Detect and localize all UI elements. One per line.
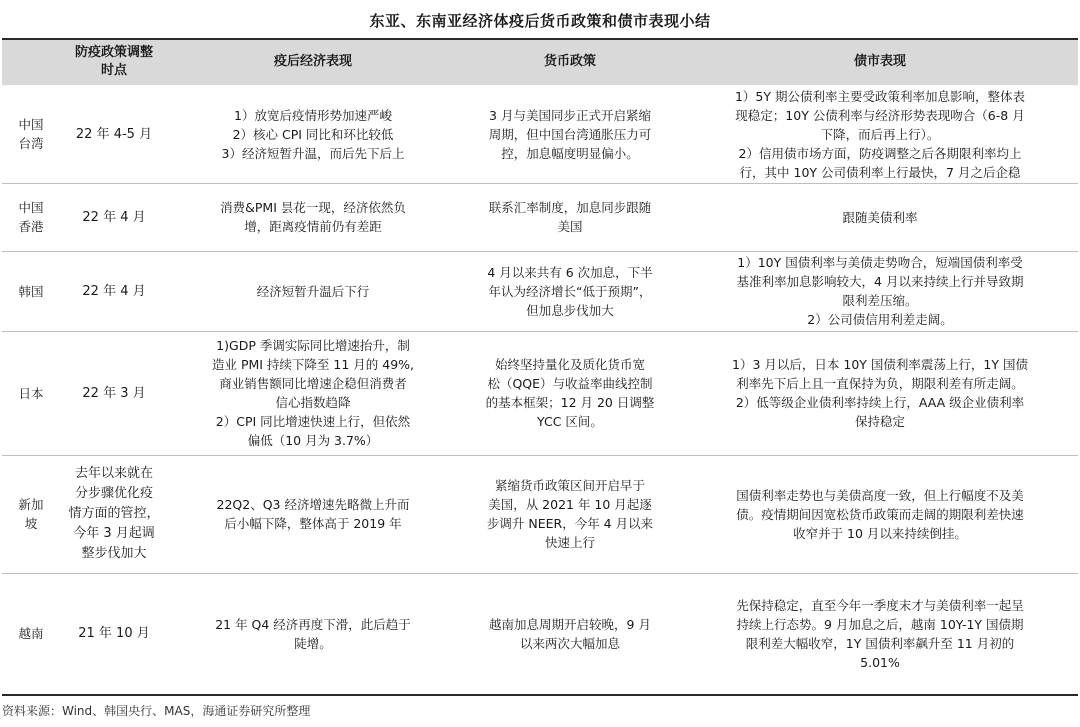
- cell-monetary-lines: [464, 615, 676, 653]
- cell-region-lines: [4, 115, 58, 153]
- cell-economy-line: 2）核心 CPI 同比和环比较低: [232, 126, 394, 142]
- cell-monetary-line: 步调升 NEER，今年 4 月以来: [486, 516, 654, 531]
- cell-adjust-time: [60, 455, 168, 573]
- cell-region: [2, 455, 60, 573]
- cell-economy-line: 后小幅下降，整体高于 2019 年: [224, 516, 402, 531]
- cell-economy: [168, 573, 458, 695]
- table-row: [2, 455, 1078, 573]
- cell-region: [2, 573, 60, 695]
- cell-adjust-time: [60, 85, 168, 183]
- cell-bond-lines: [688, 253, 1072, 329]
- cell-adjust-time: [60, 573, 168, 695]
- cell-bond-lines: [688, 355, 1072, 431]
- cell-bond-line: 保持稳定: [854, 414, 905, 429]
- cell-region-line: 越南: [18, 626, 44, 642]
- cell-economy-lines: [174, 495, 452, 533]
- cell-bond-line: 1）5Y 期公债利率主要受政策利率加息影响，整体表: [734, 88, 1025, 104]
- cell-monetary-line: 年认为经济增长“低于预期”，: [488, 283, 652, 299]
- cell-adjust-time-line: 22 年 4-5 月: [75, 126, 153, 142]
- cell-monetary: [458, 331, 682, 455]
- cell-economy-lines: [174, 282, 452, 301]
- cell-bond-line: 2）信用债市场方面，防疫调整之后各期限利率均上: [738, 145, 1022, 161]
- cell-adjust-time: [60, 251, 168, 331]
- cell-monetary-line: 始终坚持量化及质化货币宽: [494, 357, 645, 372]
- cell-adjust-time-lines: [66, 464, 162, 564]
- summary-table-container: [2, 0, 1078, 696]
- header-adjust-time-line2: 时点: [100, 63, 127, 79]
- cell-economy: [168, 455, 458, 573]
- cell-bond: [682, 251, 1078, 331]
- cell-economy-line: 2）CPI 同比增速快速上行，但依然: [215, 414, 411, 429]
- cell-economy-line: 22Q2、Q3 经济增速先略微上升而: [216, 497, 410, 512]
- cell-economy-line: 商业销售额同比增速企稳但消费者: [219, 376, 407, 391]
- cell-bond: [682, 331, 1078, 455]
- cell-economy: [168, 85, 458, 183]
- cell-bond-line: 5.01%: [860, 654, 900, 670]
- cell-monetary-line: 周期，但中国台湾通胀压力可: [488, 126, 652, 142]
- cell-economy-line: 消费&PMI 昙花一现，经济依然负: [220, 200, 406, 215]
- cell-adjust-time: [60, 331, 168, 455]
- cell-bond-lines: [688, 208, 1072, 227]
- cell-economy-line: 21 年 Q4 经济再度下滑，此后趋于: [215, 616, 411, 632]
- cell-region-lines: [4, 624, 58, 643]
- table-row: [2, 183, 1078, 251]
- cell-bond-lines: [688, 596, 1072, 672]
- header-monetary: 货币政策: [458, 40, 682, 85]
- cell-adjust-time-lines: [66, 384, 162, 403]
- cell-bond-line: 下降，而后再上行）。: [820, 126, 940, 142]
- cell-economy-lines: [174, 615, 452, 653]
- cell-economy-line: 1)GDP 季调实际同比增速抬升，制: [216, 338, 410, 353]
- cell-adjust-time-lines: [66, 208, 162, 227]
- header-economy: 疫后经济表现: [168, 40, 458, 85]
- cell-bond-lines: [688, 486, 1072, 543]
- cell-bond-line: 持续上行态势。9 月加息之后，越南 10Y-1Y 国债期: [736, 616, 1024, 632]
- cell-economy-line: 1）放宽后疫情形势加速严峻: [234, 107, 392, 123]
- cell-bond-line: 限利差压缩。: [842, 293, 918, 308]
- cell-bond-line: 债。疫情期间因宽松货币政策而走阔的期限利差快速: [736, 506, 1024, 522]
- cell-bond-line: 基准利率加息影响较大，4 月以来持续上行并导致期: [736, 274, 1024, 289]
- table-title: 东亚、东南亚经济体疫后货币政策和债市表现小结: [2, 0, 1078, 40]
- cell-region-line: 台湾: [18, 136, 44, 151]
- cell-economy-lines: [174, 106, 452, 163]
- cell-bond-line: 1）10Y 国债利率与美债走势吻合，短端国债利率受: [737, 255, 1023, 270]
- cell-bond: [682, 85, 1078, 183]
- cell-monetary: [458, 573, 682, 695]
- cell-economy-line: 经济短暂升温后下行: [256, 283, 370, 299]
- cell-bond-line: 2）低等级企业债利率持续上行，AAA 级企业债利率: [735, 395, 1025, 410]
- cell-adjust-time-line: 22 年 4 月: [82, 283, 146, 299]
- cell-bond-line: 1）3 月以后，日本 10Y 国债利率震荡上行，1Y 国债: [732, 357, 1028, 372]
- cell-monetary-line: 但加息步伐加大: [526, 302, 614, 318]
- cell-adjust-time-line: 21 年 10 月: [78, 626, 150, 642]
- cell-bond-line: 现稳定；10Y 公债利率与经济形势表现吻合（6-8 月: [735, 107, 1025, 123]
- cell-monetary-lines: [464, 106, 676, 163]
- cell-monetary-line: 美国，从 2021 年 10 月起逐: [488, 497, 652, 512]
- cell-monetary-line: YCC 区间。: [537, 414, 603, 429]
- cell-adjust-time-line: 整步伐加大: [81, 546, 147, 561]
- cell-monetary-line: 越南加息周期开启较晚，9 月: [489, 616, 651, 632]
- cell-monetary-lines: [464, 355, 676, 431]
- cell-economy-line: 偏低（10 月为 3.7%）: [247, 433, 379, 448]
- cell-adjust-time-lines: [66, 125, 162, 144]
- cell-monetary-lines: [464, 476, 676, 552]
- cell-monetary-line: 3 月与美国同步正式开启紧缩: [489, 107, 651, 123]
- cell-economy: [168, 183, 458, 251]
- cell-region: [2, 331, 60, 455]
- cell-monetary: [458, 85, 682, 183]
- cell-bond-line: 限利差大幅收窄，1Y 国债利率飙升至 11 月初的: [745, 635, 1015, 651]
- cell-economy: [168, 331, 458, 455]
- cell-adjust-time-line: 22 年 3 月: [82, 385, 146, 401]
- cell-economy-lines: [174, 198, 452, 236]
- cell-region-line: 坡: [24, 516, 38, 531]
- table-row: [2, 251, 1078, 331]
- cell-economy-line: 造业 PMI 持续下降至 11 月的 49%,: [211, 357, 415, 372]
- cell-adjust-time-lines: [66, 624, 162, 643]
- cell-monetary: [458, 183, 682, 251]
- cell-monetary: [458, 455, 682, 573]
- cell-adjust-time-lines: [66, 282, 162, 301]
- source-note: 资料来源：Wind、韩国央行、MAS，海通证券研究所整理: [2, 704, 311, 718]
- cell-region-line: 日本: [18, 385, 44, 401]
- cell-economy-line: 陡增。: [294, 635, 332, 651]
- cell-region-lines: [4, 495, 58, 533]
- cell-region-line: 韩国: [18, 283, 44, 299]
- summary-table: [2, 40, 1078, 696]
- cell-monetary-line: 的基本框架；12 月 20 日调整: [485, 395, 655, 410]
- cell-bond-line: 2）公司债信用利差走阔。: [807, 312, 953, 327]
- table-row: [2, 331, 1078, 455]
- header-bond: 债市表现: [682, 40, 1078, 85]
- cell-economy: [168, 251, 458, 331]
- cell-region-lines: [4, 282, 58, 301]
- header-region: [2, 40, 60, 85]
- cell-economy-line: 增，距离疫情前仍有差距: [244, 219, 382, 234]
- cell-monetary-line: 联系汇率制度，加息同步跟随: [488, 200, 652, 215]
- cell-adjust-time: [60, 183, 168, 251]
- header-adjust-time-line1: 防疫政策调整: [74, 45, 153, 61]
- cell-adjust-time-line: 情方面的管控，: [68, 506, 160, 521]
- cell-bond-line: 跟随美债利率: [842, 209, 918, 225]
- cell-adjust-time-line: 分步骤优化疫: [74, 486, 153, 501]
- cell-monetary-line: 美国: [557, 219, 583, 234]
- cell-region: [2, 183, 60, 251]
- cell-bond-line: 行，其中 10Y 公司债利率上行最快，7 月之后企稳: [739, 164, 1021, 180]
- cell-region-line: 新加: [18, 497, 44, 512]
- cell-region-line: 中国: [18, 117, 44, 132]
- cell-monetary-line: 松（QQE）与收益率曲线控制: [487, 376, 653, 391]
- cell-bond-lines: [688, 87, 1072, 182]
- cell-economy-line: 3）经济短暂升温，而后先下后上: [221, 145, 405, 161]
- cell-bond-line: 国债利率走势也与美债高度一致，但上行幅度不及美: [736, 487, 1024, 503]
- header-row: [2, 40, 1078, 85]
- cell-region-line: 中国: [18, 200, 44, 215]
- cell-monetary: [458, 251, 682, 331]
- cell-monetary-line: 紧缩货币政策区间开启早于: [494, 478, 645, 493]
- cell-region: [2, 85, 60, 183]
- cell-adjust-time-line: 22 年 4 月: [82, 209, 146, 225]
- table-row: [2, 85, 1078, 183]
- cell-monetary-line: 控，加息幅度明显偏小。: [501, 145, 639, 161]
- cell-economy-lines: [174, 336, 452, 450]
- cell-region-lines: [4, 198, 58, 236]
- cell-monetary-line: 4 月以来共有 6 次加息，下半: [487, 264, 653, 280]
- cell-bond-line: 收窄并于 10 月以来持续倒挂。: [793, 525, 967, 541]
- cell-bond-line: 利率先下后上且一直保持为负，期限利差有所走阔。: [736, 376, 1024, 391]
- cell-adjust-time-line: 今年 3 月起调: [73, 526, 155, 541]
- cell-bond: [682, 455, 1078, 573]
- cell-bond: [682, 573, 1078, 695]
- cell-region-lines: [4, 384, 58, 403]
- cell-monetary-line: 以来两次大幅加息: [519, 635, 620, 651]
- cell-monetary-line: 快速上行: [544, 535, 595, 550]
- cell-adjust-time-line: 去年以来就在: [74, 466, 153, 481]
- cell-region: [2, 251, 60, 331]
- cell-bond-line: 先保持稳定，直至今年一季度末才与美债利率一起呈: [736, 597, 1024, 613]
- cell-region-line: 香港: [18, 219, 44, 234]
- cell-economy-line: 信心指数趋降: [275, 395, 351, 410]
- cell-bond: [682, 183, 1078, 251]
- cell-monetary-lines: [464, 198, 676, 236]
- cell-monetary-lines: [464, 263, 676, 320]
- header-adjust-time: [60, 40, 168, 85]
- table-row: [2, 573, 1078, 695]
